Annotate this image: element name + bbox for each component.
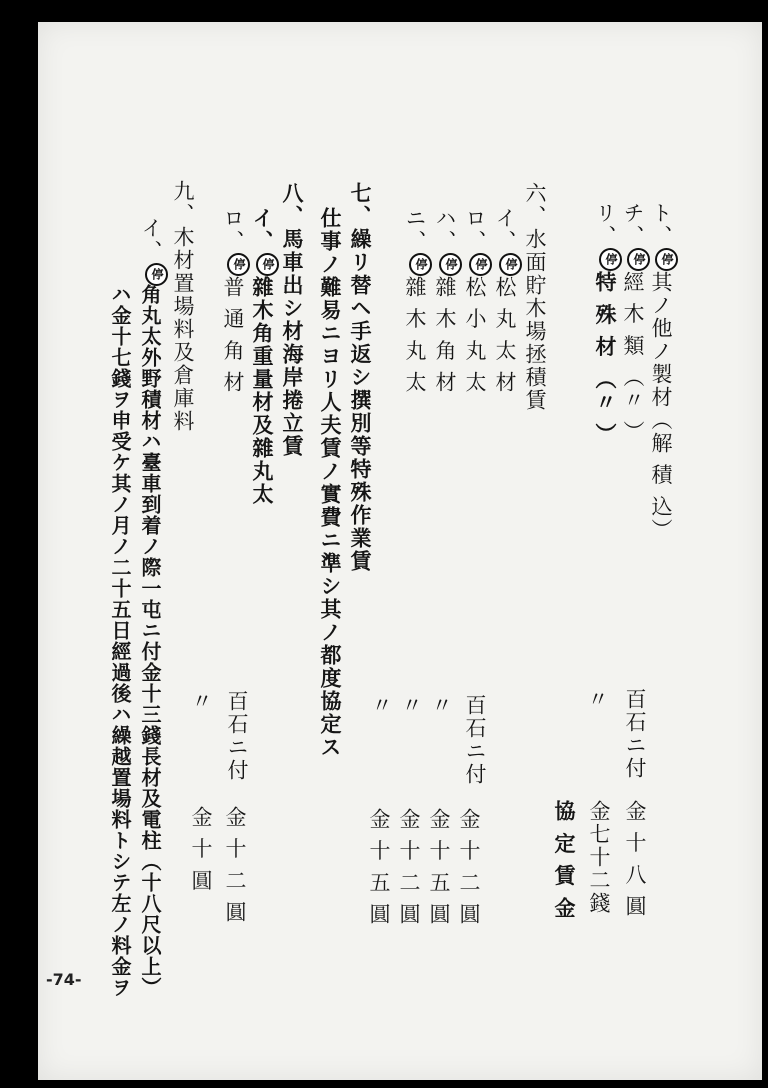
item-text: 雜 木 丸 太 <box>403 276 427 395</box>
item-marker: ト、 <box>649 202 673 248</box>
stop-stamp-icon: 停 <box>409 253 432 276</box>
amount-ri: 協 定 賃 金 <box>552 800 577 920</box>
item-marker: イ、 <box>139 217 163 263</box>
sec8-item-i <box>252 207 279 506</box>
item-marker: ニ、 <box>403 207 427 253</box>
item-text: 雜 木 角 材 <box>433 276 457 395</box>
item-ri <box>594 202 622 446</box>
stop-stamp-icon: 停 <box>627 248 650 271</box>
unit-to: 百石ニ付 <box>623 688 647 780</box>
item-text: 普 通 角 材 <box>221 276 245 395</box>
item-text: 經 木 類 （〃 ） <box>621 271 645 444</box>
item-text: 雜木角重量材及雜丸太 <box>250 276 275 506</box>
item-marker: イ、 <box>250 207 275 253</box>
sec6-item-ni <box>404 207 432 394</box>
sec6-unit-ha: 〃 <box>399 694 423 717</box>
sec9-line2: ハ金十七錢ヲ申受ケ其ノ月ノ二十五日經過後ハ繰越置場料トシテ左ノ料金ヲ <box>108 284 132 998</box>
amount-to: 金 十 八 圓 <box>623 800 647 919</box>
page-number: -74- <box>46 970 82 989</box>
sec8-unit-ro: 〃 <box>189 690 213 713</box>
document-page <box>38 22 762 1080</box>
stop-stamp-icon: 停 <box>599 248 622 271</box>
stop-stamp-icon: 停 <box>145 263 168 286</box>
sec8-amount-ro: 金 十 圓 <box>189 806 213 893</box>
sec6-unit-i: 百石ニ付 <box>463 694 487 786</box>
item-marker: ロ、 <box>463 207 487 253</box>
unit-chi: 〃 <box>585 688 609 711</box>
item-chi <box>622 202 650 444</box>
sec9-heading: 九、木材置場料及倉庫料 <box>171 180 195 433</box>
item-text: 特 殊 材 （〃 ） <box>593 271 618 447</box>
sec8-heading: 八、馬車出シ材海岸捲立賃 <box>280 182 305 458</box>
sec6-unit-ni: 〃 <box>369 694 393 717</box>
sec6-amount-ni: 金 十 五 圓 <box>367 808 391 927</box>
sec8-amount-i: 金 十 二 圓 <box>223 806 247 925</box>
stop-stamp-icon: 停 <box>655 248 678 271</box>
sec6-amount-i: 金 十 二 圓 <box>457 808 481 927</box>
stop-stamp-icon: 停 <box>227 253 250 276</box>
item-text: 松 小 丸 太 <box>463 276 487 395</box>
item-text: 松 丸 太 材 <box>493 276 517 395</box>
item-marker: リ、 <box>593 202 617 248</box>
stop-stamp-icon: 停 <box>439 253 462 276</box>
item-marker: イ、 <box>493 207 517 253</box>
stop-stamp-icon: 停 <box>469 253 492 276</box>
sec8-item-ro <box>222 207 250 394</box>
sec6-item-i <box>494 207 522 394</box>
item-text: 其ノ他ノ製材（解 積 込） <box>649 271 673 542</box>
sec6-amount-ha: 金 十 二 圓 <box>397 808 421 927</box>
item-marker: ハ、 <box>433 207 457 253</box>
sec6-item-ha <box>434 207 462 394</box>
sec7-body: 仕事ノ難易ニヨリ人夫賃ノ實費ニ準シ其ノ都度協定ス <box>318 207 343 759</box>
sec6-heading: 六、水面貯木場拯積賃 <box>523 182 547 412</box>
sec9-line1: 角丸太外野積材ハ臺車到着ノ際一屯ニ付金十三錢長材及電柱（十八尺以上） <box>138 284 162 998</box>
sec7-heading: 七、繰リ替ヘ手返シ撰別等特殊作業賃 <box>348 182 373 573</box>
stop-stamp-icon: 停 <box>499 253 522 276</box>
item-marker: チ、 <box>621 202 645 248</box>
sec6-item-ro <box>464 207 492 394</box>
sec8-unit-i: 百石ニ付 <box>225 690 249 782</box>
item-to <box>650 202 678 541</box>
sec6-amount-ro: 金 十 五 圓 <box>427 808 451 927</box>
amount-chi: 金七十二錢 <box>587 800 611 915</box>
stop-stamp-icon: 停 <box>256 253 279 276</box>
sec9-marker <box>140 217 168 286</box>
item-marker: ロ、 <box>221 207 245 253</box>
sec6-unit-ro: 〃 <box>429 694 453 717</box>
